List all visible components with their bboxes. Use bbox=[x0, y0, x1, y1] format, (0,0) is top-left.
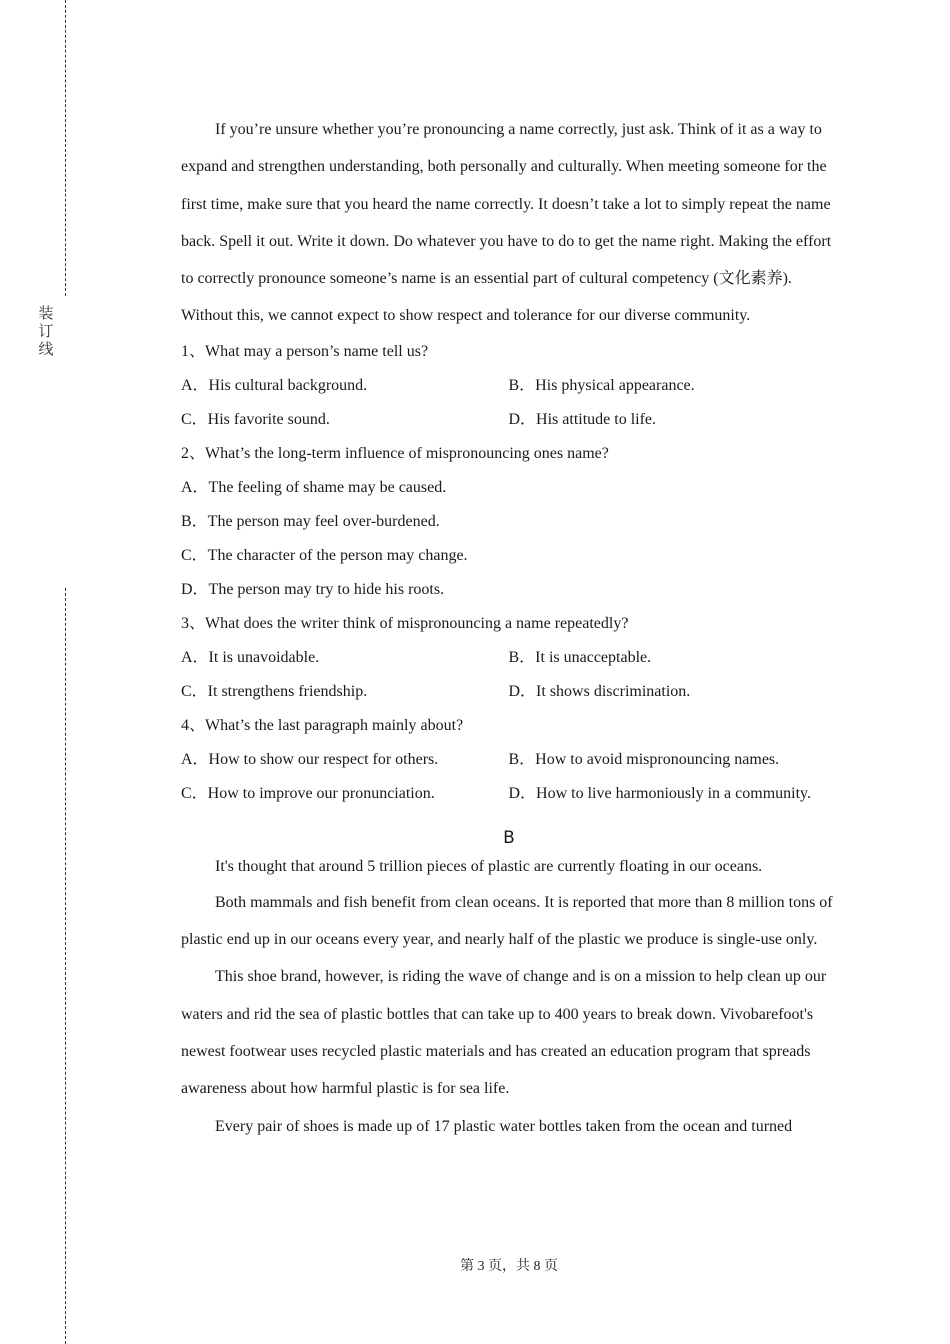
section-b-paragraph-2: Both mammals and fish benefit from clean oceans. It is reported that more than 8 million tons of plastic end up in our oceans every year, and nearly half of the plastic we produce is single-use only. bbox=[181, 893, 833, 949]
option-row bbox=[181, 743, 836, 777]
section-b-title: B bbox=[503, 827, 515, 848]
section-b-paragraph-4: Every pair of shoes is made up of 17 plastic water bottles taken from the ocean and turned bbox=[215, 1117, 793, 1135]
question-1 bbox=[181, 335, 836, 437]
section-b-paragraph-3: This shoe brand, however, is riding the wave of change and is on a mission to help clean up our waters and rid the sea of plastic bottles that can take up to 400 years to break down. Vivobarefoot's newest footwear uses recycled plastic materials and has created an education program that spreads awareness about how harmful plastic is for sea life. bbox=[181, 968, 827, 1098]
question-stem: 2、What’s the long-term influence of mispronouncing ones name? bbox=[181, 444, 609, 462]
option-row bbox=[181, 369, 836, 403]
option-a: A．His cultural background. bbox=[181, 376, 368, 394]
page-content bbox=[181, 111, 836, 1145]
binding-line-top bbox=[65, 0, 66, 296]
option-c: C．How to improve our pronunciation. bbox=[181, 784, 435, 802]
option-a: A．It is unavoidable. bbox=[181, 648, 320, 666]
option-b: B．It is unacceptable. bbox=[508, 648, 652, 666]
option-b: B．The person may feel over-burdened. bbox=[181, 512, 440, 530]
option-b: B．His physical appearance. bbox=[508, 376, 695, 394]
question-2 bbox=[181, 437, 836, 607]
question-4 bbox=[181, 709, 836, 811]
question-stem: 1、What may a person’s name tell us? bbox=[181, 342, 429, 360]
binding-label: 装订线 bbox=[38, 304, 54, 358]
question-3 bbox=[181, 607, 836, 709]
option-d: D．How to live harmoniously in a community. bbox=[508, 784, 811, 802]
binding-line-bottom bbox=[65, 588, 66, 1344]
option-d: D．His attitude to life. bbox=[508, 410, 657, 428]
option-d: D．The person may try to hide his roots. bbox=[181, 580, 445, 598]
option-c: C．The character of the person may change. bbox=[181, 546, 468, 564]
option-a: A．The feeling of shame may be caused. bbox=[181, 478, 447, 496]
option-row bbox=[181, 675, 836, 709]
question-stem: 3、What does the writer think of mispronouncing a name repeatedly? bbox=[181, 614, 629, 632]
question-stem: 4、What’s the last paragraph mainly about? bbox=[181, 716, 464, 734]
page-number: 第 3 页，共 8 页 bbox=[460, 1259, 558, 1274]
option-d: D．It shows discrimination. bbox=[508, 682, 691, 700]
option-row bbox=[181, 777, 836, 811]
option-a: A．How to show our respect for others. bbox=[181, 750, 439, 768]
option-row bbox=[181, 403, 836, 437]
option-c: C．It strengthens friendship. bbox=[181, 682, 368, 700]
option-c: C．His favorite sound. bbox=[181, 410, 330, 428]
section-b-paragraph-1: It's thought that around 5 trillion pieces of plastic are currently floating in our oceans. bbox=[215, 857, 763, 875]
option-row bbox=[181, 641, 836, 675]
option-b: B．How to avoid mispronouncing names. bbox=[508, 750, 780, 768]
passage-a-last-paragraph: If you’re unsure whether you’re pronouncing a name correctly, just ask. Think of it as a way to expand and strengthen understanding, both personally and culturally. When meeting someone for the first time, make sure that you heard the name correctly. It doesn’t take a lot to simply repeat the name back. Spell it out. Write it down. Do whatever you have to do to get the name right. Making the effort to correctly pronounce someone’s name is an essential part of cultural competency (文化素养). Without this, we cannot expect to show respect and tolerance for our diverse community. bbox=[181, 121, 832, 325]
